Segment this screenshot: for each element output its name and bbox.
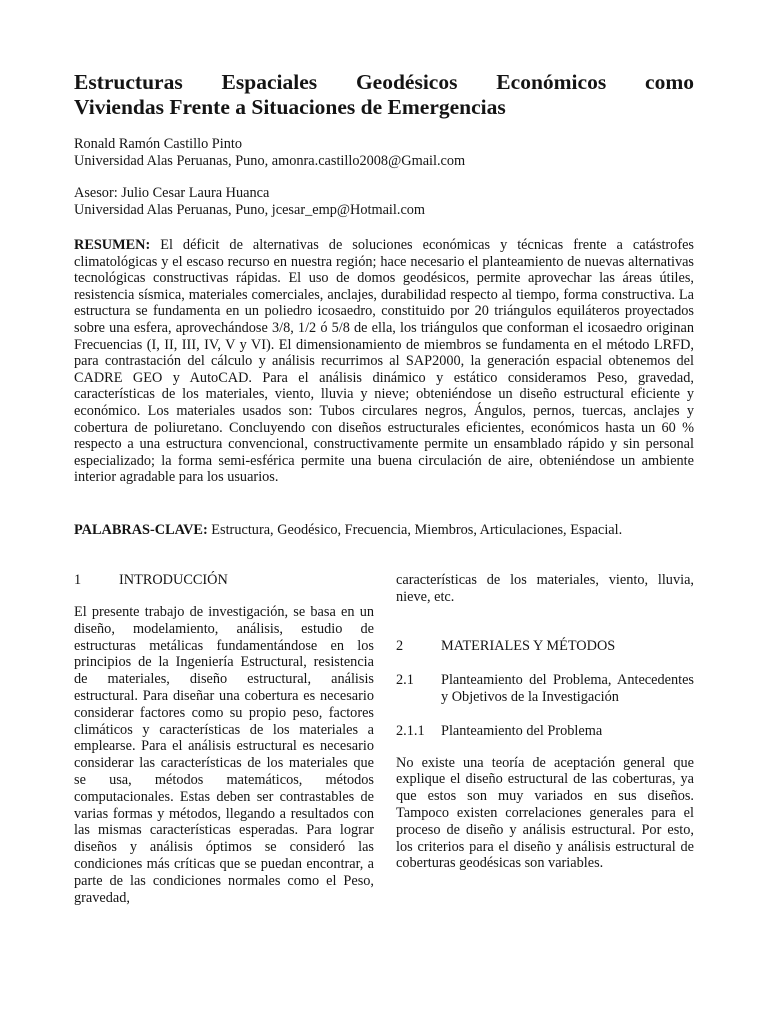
subsection-title: Planteamiento del Problema, Antecedentes y Objetivos de la Investigación [441, 671, 694, 705]
section-heading-methods [396, 638, 694, 655]
methods-paragraph: No existe una teoría de aceptación general que explique el diseño estructural de las coberturas, ya que estos son muy variados en sus diseños. Tampoco existen correlaciones generales para el proceso de diseño y análisis estructural. Por esto, los criterios para el diseño y análisis estructural de coberturas geodésicas son variables. [396, 754, 694, 872]
title-line-1: Estructuras Espaciales Geodésicos Económicos como [74, 70, 694, 94]
author-block [74, 136, 694, 170]
advisor-block [74, 185, 694, 219]
keywords-text: Estructura, Geodésico, Frecuencia, Miembros, Articulaciones, Espacial. [207, 522, 623, 538]
advisor-affiliation: Universidad Alas Peruanas, Puno, jcesar_emp@Hotmail.com [74, 202, 426, 218]
right-column [396, 572, 694, 872]
subsection-number: 2.1 [396, 671, 414, 688]
subsection-heading-2-1 [396, 672, 694, 706]
subsection-heading-2-1-1 [396, 723, 694, 740]
section-number: 1 [74, 572, 82, 588]
left-column [74, 572, 374, 906]
abstract [74, 237, 694, 486]
title-line-2: Viviendas Frente a Situaciones de Emergencias [74, 95, 506, 119]
abstract-text: El déficit de alternativas de soluciones económicas y técnicas frente a catástrofes climatológicas y el escaso recurso en nuestra región; hace necesario el planteamiento de nuevas alternativas tecnológicas constructivas rápidas. El uso de domos geodésicos, permite aprovechar las áreas útiles, resistencia sísmica, materiales comerciales, anclajes, durabilidad respecto al tiempo, forma constructiva. La estructura se fundamenta en un poliedro icosaedro, constituido por 20 triángulos equiláteros proyectados sobre una esfera, aprovechándose 3/8, 1/2 ó 5/8 de ella, los triángulos que conforman el icosaedro originan Frecuencias (I, II, III, IV, V y VI). El dimensionamiento de miembros se fundamenta en el método LRFD, para contrastación del cálculo y análisis recurrimos al SAP2000, la generación espacial obtenemos del CADRE GEO y AutoCAD. Para el análisis dinámico y estático consideramos Peso, gravedad, características de los materiales, viento, lluvia y nieve; obteniéndose un diseño estructural eficiente y económico. Los materiales usados son: Tubos circulares negros, Ángulos, pernos, tuercas, anclajes y cobertura de poliuretano. Concluyendo con diseños estructurales eficientes, económicos hasta un 60 % respecto a una estructura convencional, constructivamente permite un ensamblado rápido y sin personal especializado; la forma semi-esférica permite una buena circulación de aire, obteniéndose un ambiente interior agradable para los usuarios. [74, 237, 694, 486]
paper-title [74, 70, 694, 120]
author-affiliation: Universidad Alas Peruanas, Puno, amonra.castillo2008@Gmail.com [74, 153, 466, 169]
section-number: 2 [396, 637, 404, 654]
advisor-name: Asesor: Julio Cesar Laura Huanca [74, 185, 270, 201]
section-title: INTRODUCCIÓN [119, 572, 228, 588]
author-name: Ronald Ramón Castillo Pinto [74, 136, 242, 152]
intro-paragraph-continuation: características de los materiales, viento, lluvia, nieve, etc. [396, 572, 694, 605]
subsection-title: Planteamiento del Problema [441, 722, 603, 739]
subsection-number: 2.1.1 [396, 722, 425, 739]
keywords-label: PALABRAS-CLAVE: [74, 522, 208, 538]
intro-paragraph: El presente trabajo de investigación, se basa en un diseño, modelamiento, análisis, estudio de estructuras metálicas fundamentándose en los principios de la Ingeniería Estructural, resistencia de materiales, diseño estructural, análisis estructural. Para diseñar una cobertura es necesario considerar factores como su propio peso, factores climáticos y características de los materiales a emplearse. Para el análisis estructural es necesario considerar las características de los materiales que se usa, métodos matemáticos, métodos computacionales. Estas deben ser contrastables de varias formas y métodos, llegando a resultados con las mismas características esperadas. Para lograr diseños y análisis óptimos se consideró las condiciones más críticas que se puedan encontrar, a parte de las condiciones normales como el Peso, gravedad, [74, 604, 374, 906]
section-heading-intro [74, 572, 374, 589]
abstract-label: RESUMEN: [74, 237, 151, 253]
section-title: MATERIALES Y MÉTODOS [441, 637, 616, 654]
keywords [74, 522, 694, 539]
